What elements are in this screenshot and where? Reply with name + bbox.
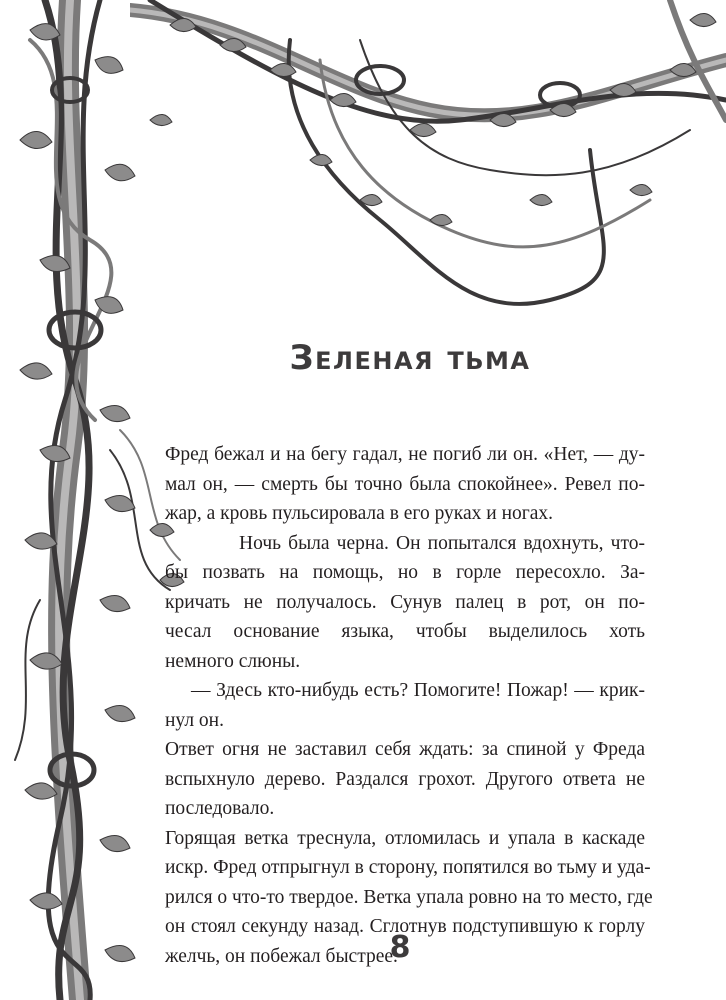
chapter-text xyxy=(165,440,653,971)
text-line: Фред бежал и на бегу гадал, не погиб ли он. «Нет, — ду- xyxy=(165,444,645,465)
text-line: мал он, — смерть бы точно была спокойнее». Ревел по- xyxy=(165,473,645,495)
text-line: рился о что-то твердое. Ветка упала ровно на то место, где xyxy=(165,886,653,908)
chapter-title: Зеленая тьма xyxy=(289,338,531,378)
text-line: немного слюны. xyxy=(165,650,301,672)
page-number: 8 xyxy=(389,930,411,965)
text-line: вспыхнуло дерево. Раздался грохот. Другого ответа не xyxy=(165,768,645,790)
text-line: Ответ огня не заставил себя ждать: за спиной у Фреда xyxy=(165,739,645,760)
text-line: он стоял секунду назад. Сглотнув подступившую к горлу xyxy=(165,916,645,937)
text-line: желчь, он побежал быстрее. xyxy=(165,945,398,967)
text-line: — Здесь кто-нибудь есть? Помогите! Пожар! — крик- xyxy=(191,680,645,701)
text-line: Ночь была черна. Он попытался вдохнуть, что- xyxy=(239,532,645,554)
text-line: бы позвать на помощь, но в горле пересохло. За- xyxy=(165,562,645,583)
text-line: искр. Фред отпрыгнул в сторону, попятился во тьму и уда- xyxy=(165,857,651,878)
text-line: нул он. xyxy=(165,709,224,731)
text-line: жар, а кровь пульсировала в его руках и ногах. xyxy=(165,503,554,524)
text-line: последовало. xyxy=(165,798,275,819)
text-line: Горящая ветка треснула, отломилась и упала в каскаде xyxy=(165,827,645,849)
text-line: кричать не получалось. Сунув палец в рот, он по- xyxy=(165,591,645,613)
text-line: чесал основание языка, чтобы выделилось хоть xyxy=(165,621,645,642)
top-vine-illustration xyxy=(130,0,726,330)
